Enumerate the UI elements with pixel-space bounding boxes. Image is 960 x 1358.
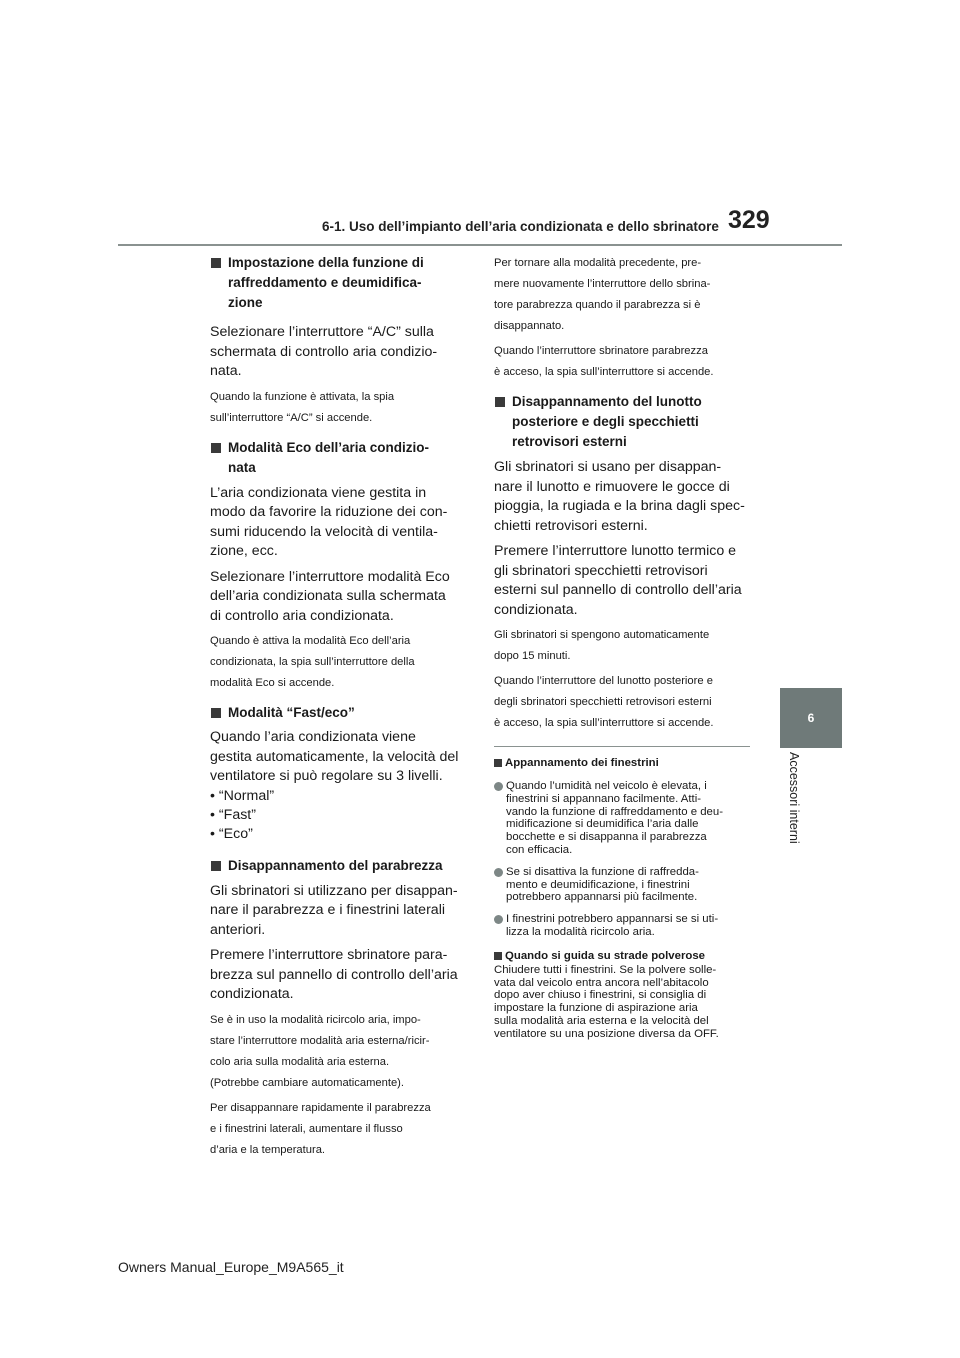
- header-rule: [118, 244, 842, 246]
- info-item: Se si disattiva la funzione di raffredda- mento e deumidificazione, i finestrini potrebbero appannarsi più facilmente.: [494, 866, 750, 904]
- left-column: [210, 253, 464, 1161]
- section-title: 6-1. Uso dell’impianto dell’aria condizionata e dello sbrinatore: [322, 219, 719, 234]
- info-item: Quando l’umidità nel veicolo è elevata, i finestrini si appannano facilmente. Atti- vando la funzione di raffreddamento e deu- midificazione si deumidifica l’aria dalle bocchette e si disappanna il parabrezza con efficacia.: [494, 780, 750, 857]
- body-text: Premere l’interruttore lunotto termico e gli sbrinatori specchietti retrovisori esterni sul pannello di controllo dell’aria condizionata.: [494, 543, 742, 618]
- page-number: 329: [728, 206, 770, 234]
- note-text: Quando l’interruttore sbrinatore parabrezza è acceso, la spia sull’interruttore si accende.: [494, 345, 714, 378]
- chapter-number: 6: [807, 711, 815, 725]
- right-column: [494, 253, 750, 1041]
- note-text: Se è in uso la modalità ricircolo aria, impo- stare l’interruttore modalità aria esterna/ricir- colo aria sulla modalità aria esterna. (Potrebbe cambiare automaticamente).: [210, 1013, 430, 1089]
- section-heading: Modalità “Fast/eco”: [210, 703, 464, 723]
- note-text: Quando è attiva la modalità Eco dell’aria condizionata, la spia sull’interruttore della modalità Eco si accende.: [210, 635, 415, 689]
- info-heading: Quando si guida su strade polverose: [494, 949, 750, 963]
- section-heading: Disappannamento del lunotto posteriore e degli specchietti retrovisori esterni: [494, 392, 750, 452]
- list-item: • “Normal”: [210, 787, 464, 806]
- section-heading: Impostazione della funzione di raffreddamento e deumidifica- zione: [210, 253, 464, 313]
- body-text: Gli sbrinatori si usano per disappan- nare il lunotto e rimuovere le gocce di pioggia, la rugiada e la brina dagli spec- chietti retrovisori esterni.: [494, 459, 745, 534]
- body-text: Selezionare l’interruttore modalità Eco dell’aria condizionata sulla schermata di controllo aria condizionata.: [210, 568, 450, 624]
- section-heading: Disappannamento del parabrezza: [210, 856, 464, 876]
- note-text: Gli sbrinatori si spengono automaticamente dopo 15 minuti.: [494, 629, 710, 662]
- info-heading: Appannamento dei finestrini: [494, 756, 750, 770]
- note-text: Quando l’interruttore del lunotto posteriore e degli sbrinatori specchietti retrovisori esterni è acceso, la spia sull’interruttore si accende.: [494, 675, 714, 729]
- body-text: Premere l’interruttore sbrinatore para- brezza sul pannello di controllo dell’aria condizionata.: [210, 947, 458, 1002]
- section-heading: Modalità Eco dell’aria condizio- nata: [210, 438, 464, 478]
- body-text: L’aria condizionata viene gestita in modo da favorire la riduzione dei con- sumi riducendo la velocità di ventila- zione, ecc.: [210, 484, 448, 559]
- note-text: Per disappannare rapidamente il parabrezza e i finestrini laterali, aumentare il flusso d’aria e la temperatura.: [210, 1101, 431, 1156]
- body-text: Selezionare l’interruttore “A/C” sulla schermata di controllo aria condizio- nata.: [210, 324, 438, 379]
- list-item: • “Fast”: [210, 806, 464, 825]
- list-item: • “Eco”: [210, 825, 464, 844]
- footer-text: Owners Manual_Europe_M9A565_it: [118, 1259, 344, 1275]
- fan-level-list: [210, 787, 464, 844]
- chapter-tab: [780, 688, 842, 748]
- note-text: Quando la funzione è attivata, la spia sull’interruttore “A/C” si accende.: [210, 390, 395, 424]
- note-text: Per tornare alla modalità precedente, pre- mere nuovamente l’interruttore dello sbrina- tore parabrezza quando il parabrezza si è disappannato.: [494, 257, 711, 332]
- body-text: Quando l’aria condizionata viene gestita automaticamente, la velocità del ventilatore si può regolare su 3 livelli.: [210, 729, 459, 784]
- info-separator: [494, 746, 750, 747]
- info-item: I finestrini potrebbero appannarsi se si uti- lizza la modalità ricircolo aria.: [494, 913, 750, 939]
- body-text: Gli sbrinatori si utilizzano per disappan- nare il parabrezza e i finestrini laterali anteriori.: [210, 882, 458, 938]
- chapter-label: Accessori interni: [787, 752, 801, 844]
- info-text: Chiudere tutti i finestrini. Se la polvere solle- vata dal veicolo entra ancora nell’abitacolo dopo aver chiuso i finestrini, si consiglia di impostare la funzione di aspirazione aria sulla modalità aria esterna e la velocità del ventilatore su una posizione diversa da OFF.: [494, 963, 719, 1040]
